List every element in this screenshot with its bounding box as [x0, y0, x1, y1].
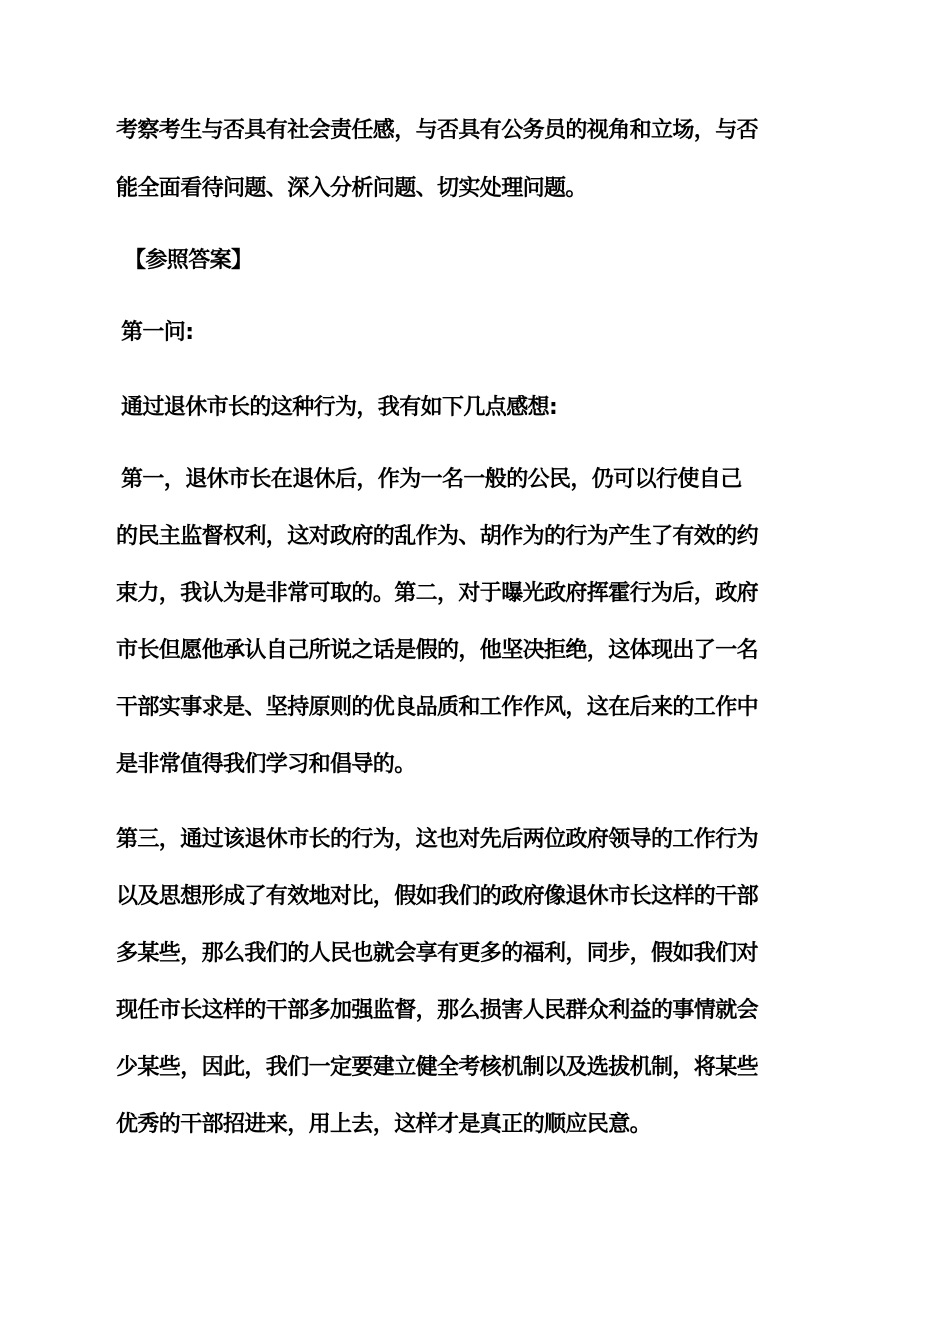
paragraph-1-line-3: 束力，我认为是非常可取的。第二，对于曝光政府挥霍行为后，政府 — [116, 581, 759, 606]
question-label: 第一问: — [121, 320, 194, 345]
section-heading: 【参照答案】 — [124, 248, 253, 273]
intro-line-1: 考察考生与否具有社会责任感，与否具有公务员的视角和立场，与否 — [116, 118, 759, 143]
paragraph-1-line-1: 第一，退休市长在退休后，作为一名一般的公民，仍可以行使自己 — [121, 467, 742, 492]
paragraph-2-line-4: 现任市长这样的干部多加强监督，那么损害人民群众利益的事情就会 — [116, 998, 759, 1023]
intro-line-2: 能全面看待问题、深入分析问题、切实处理问题。 — [116, 176, 587, 201]
lead-sentence: 通过退休市长的这种行为，我有如下几点感想: — [121, 395, 558, 420]
paragraph-2-line-3: 多某些，那么我们的人民也就会享有更多的福利，同步，假如我们对 — [116, 941, 759, 966]
paragraph-1-line-2: 的民主监督权利，这对政府的乱作为、胡作为的行为产生了有效的约 — [116, 524, 759, 549]
paragraph-1-line-5: 干部实事求是、坚持原则的优良品质和工作作风，这在后来的工作中 — [116, 695, 759, 720]
paragraph-2-line-5: 少某些，因此，我们一定要建立健全考核机制以及选拔机制，将某些 — [116, 1055, 759, 1080]
paragraph-2-line-6: 优秀的干部招进来，用上去，这样才是真正的顺应民意。 — [116, 1112, 652, 1137]
paragraph-2-line-2: 以及思想形成了有效地对比，假如我们的政府像退休市长这样的干部 — [116, 884, 759, 909]
paragraph-2-line-1: 第三，通过该退休市长的行为，这也对先后两位政府领导的工作行为 — [116, 827, 759, 852]
paragraph-1-line-6: 是非常值得我们学习和倡导的。 — [116, 752, 416, 777]
paragraph-1-line-4: 市长但愿他承认自己所说之话是假的，他坚决拒绝，这体现出了一名 — [116, 638, 759, 663]
